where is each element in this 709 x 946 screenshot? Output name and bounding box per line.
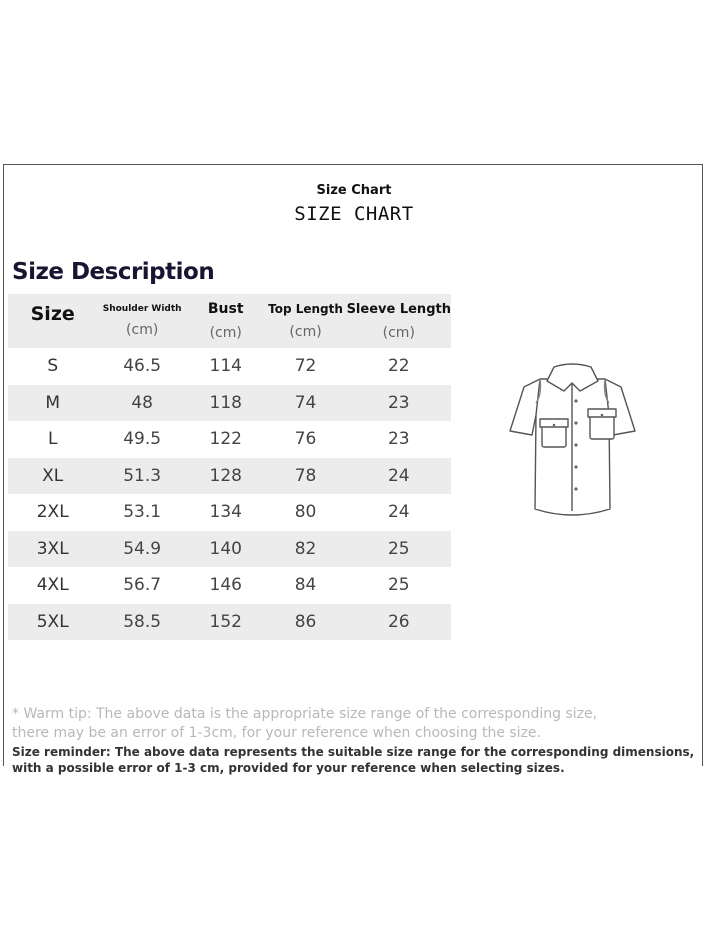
cell-shoulder: 54.9 [123,538,162,559]
cell-length: 86 [294,611,317,632]
cell-length: 80 [294,502,317,523]
header-sleeve-label: Sleeve Length [346,301,451,317]
header-bust [187,294,265,348]
table-row [8,348,451,385]
cell-bust: 122 [209,429,242,450]
cell-shoulder: 46.5 [123,356,162,377]
cell-shoulder: 56.7 [123,575,162,596]
size-description-heading: Size Description [12,259,215,285]
size-chart-small-title: Size Chart [316,183,392,198]
header-sleeve-length [347,294,451,348]
cell-shoulder: 48 [131,392,153,413]
header-bust-label: Bust [207,301,244,317]
cell-length: 78 [294,465,317,486]
header-shoulder-width [97,294,187,348]
cell-length: 84 [294,575,317,596]
header-size-label: Size [30,303,75,325]
header-bust-unit: (cm) [209,325,242,341]
cell-size: S [47,356,59,377]
cell-bust: 152 [209,611,242,632]
cell-bust: 114 [209,356,242,377]
cell-shoulder: 51.3 [123,465,162,486]
size-table [8,294,451,640]
header-sleeve-unit: (cm) [382,324,415,341]
cell-sleeve: 25 [387,575,410,596]
size-chart-panel [3,164,703,775]
header-length-unit: (cm) [289,324,322,340]
cell-sleeve: 24 [387,465,410,486]
cell-shoulder: 53.1 [123,502,162,523]
header-shoulder-label: Shoulder Width [102,304,182,314]
table-row [8,604,451,641]
cell-shoulder: 58.5 [123,611,162,632]
header-top-length [265,294,347,348]
cell-shoulder: 49.5 [123,429,162,450]
table-row [8,421,451,458]
cell-bust: 134 [209,502,242,523]
table-row [8,385,451,422]
cell-sleeve: 25 [387,538,410,559]
cell-length: 74 [294,392,317,413]
table-row [8,531,451,568]
cell-size: XL [42,465,64,486]
cell-size: M [45,392,61,413]
cell-bust: 140 [209,538,242,559]
cell-length: 82 [294,538,317,559]
cell-size: L [47,429,58,450]
cell-bust: 146 [209,575,242,596]
table-row [8,567,451,604]
cell-length: 72 [294,356,317,377]
cell-size: 2XL [36,502,69,523]
size-chart-big-title: SIZE CHART [294,203,414,225]
cell-sleeve: 24 [387,502,410,523]
header-length-label: Top Length [268,302,343,316]
cell-sleeve: 26 [387,611,410,632]
shirt-illustration-icon [502,351,644,521]
header-shoulder-unit: (cm) [126,322,159,338]
warm-tip-text: * Warm tip: The above data is the appropriate size range of the corresponding size, there may be an error of 1-3cm, for your reference when choosing the size. [12,706,598,741]
cell-sleeve: 23 [387,392,410,413]
cell-sleeve: 23 [387,429,410,450]
size-table-header [8,294,451,348]
cell-size: 5XL [36,611,69,632]
table-row [8,494,451,531]
cell-size: 4XL [36,575,69,596]
cell-bust: 118 [209,392,242,413]
table-row [8,458,451,495]
header-size [8,294,97,348]
size-reminder-text: Size reminder: The above data represents the suitable size range for the corresponding dimensions, with a possible error of 1-3 cm, provided for your reference when selecting sizes. [12,745,695,775]
cell-sleeve: 22 [387,356,410,377]
cell-length: 76 [294,429,317,450]
cell-size: 3XL [36,538,69,559]
cell-bust: 128 [209,465,242,486]
